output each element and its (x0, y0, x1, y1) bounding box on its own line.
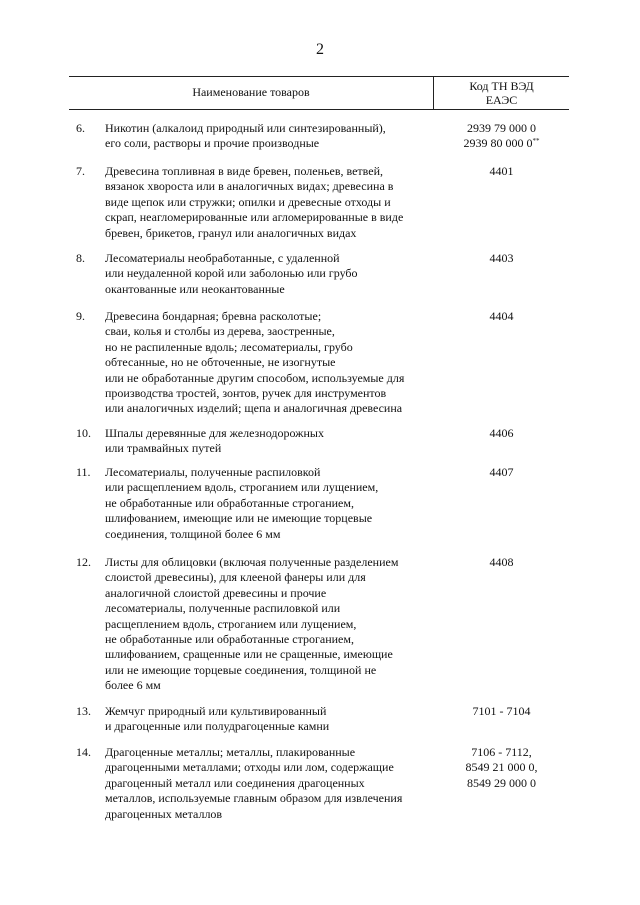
goods-code: 7101 - 7104 (472, 704, 531, 718)
row-number: 12. (76, 555, 91, 569)
goods-name: Древесина бондарная; бревна расколотые; сваи, колья и столбы из дерева, заостренные, но не распиленные вдоль; лесоматериалы, грубо обтесанные, но не обточенные, не изогнутые или не обработанные другим способом, используемые для производства тростей, зонтов, ручек для инструментов или аналогичных изделий; щепа и аналогичная древесина (105, 309, 405, 416)
table-header (69, 76, 569, 110)
goods-code: 4401 (489, 164, 514, 178)
row-number: 9. (76, 309, 85, 323)
footnote-mark: ** (532, 137, 540, 146)
row-number: 11. (76, 465, 91, 479)
row-number: 8. (76, 251, 85, 265)
row-number: 10. (76, 426, 91, 440)
goods-code: 4406 (489, 426, 514, 440)
goods-code: 7106 - 7112, 8549 21 000 0, 8549 29 000 0 (465, 745, 538, 790)
goods-code: 4407 (489, 465, 514, 479)
row-number: 14. (76, 745, 91, 759)
column-header-name: Наименование товаров (192, 85, 310, 99)
row-number: 13. (76, 704, 91, 718)
goods-name: Шпалы деревянные для железнодорожных или трамвайных путей (105, 426, 324, 456)
goods-code: 4403 (489, 251, 514, 265)
goods-code: 4408 (489, 555, 514, 569)
goods-name: Лесоматериалы необработанные, с удаленной или неудаленной корой или заболонью или грубо окантованные или неокантованные (105, 251, 358, 296)
goods-name: Никотин (алкалоид природный или синтезированный), его соли, растворы и прочие производные (105, 121, 386, 151)
goods-code-text: 2939 79 000 0 2939 80 000 0 (463, 121, 536, 151)
goods-name: Древесина топливная в виде бревен, поленьев, ветвей, вязанок хвороста или в аналогичных видах; древесина в виде щепок или стружки; опилки и древесные отходы и скрап, неагломерированные или агломерированные в виде бревен, брикетов, гранул или аналогичных видах (105, 164, 404, 240)
goods-code (434, 121, 569, 152)
goods-name: Драгоценные металлы; металлы, плакированные драгоценными металлами; отходы или лом, содержащие драгоценный металл или соединения драгоценных металлов, используемые главным образом для извлечения драгоценных металлов (105, 745, 403, 821)
page-number: 2 (316, 41, 324, 58)
row-number: 7. (76, 164, 85, 178)
goods-name: Листы для облицовки (включая полученные разделением слоистой древесины), для клееной фанеры или для аналогичной слоистой древесины и прочие лесоматериалы, полученные распиловкой или расщеплением вдоль, строганием или лущением, не обработанные или обработанные строганием, шлифованием, сращенные или не сращенные, имеющие или не имеющие торцевые соединения, толщиной не более 6 мм (105, 555, 399, 693)
goods-name: Лесоматериалы, полученные распиловкой или расщеплением вдоль, строганием или лущением, не обработанные или обработанные строганием, шлифованием, имеющие или не имеющие торцевые соединения, толщиной более 6 мм (105, 465, 379, 541)
goods-code: 4404 (489, 309, 514, 323)
goods-name: Жемчуг природный или культивированный и драгоценные или полудрагоценные камни (105, 704, 330, 734)
column-header-code: Код ТН ВЭД ЕАЭС (469, 79, 534, 107)
row-number: 6. (76, 121, 85, 135)
